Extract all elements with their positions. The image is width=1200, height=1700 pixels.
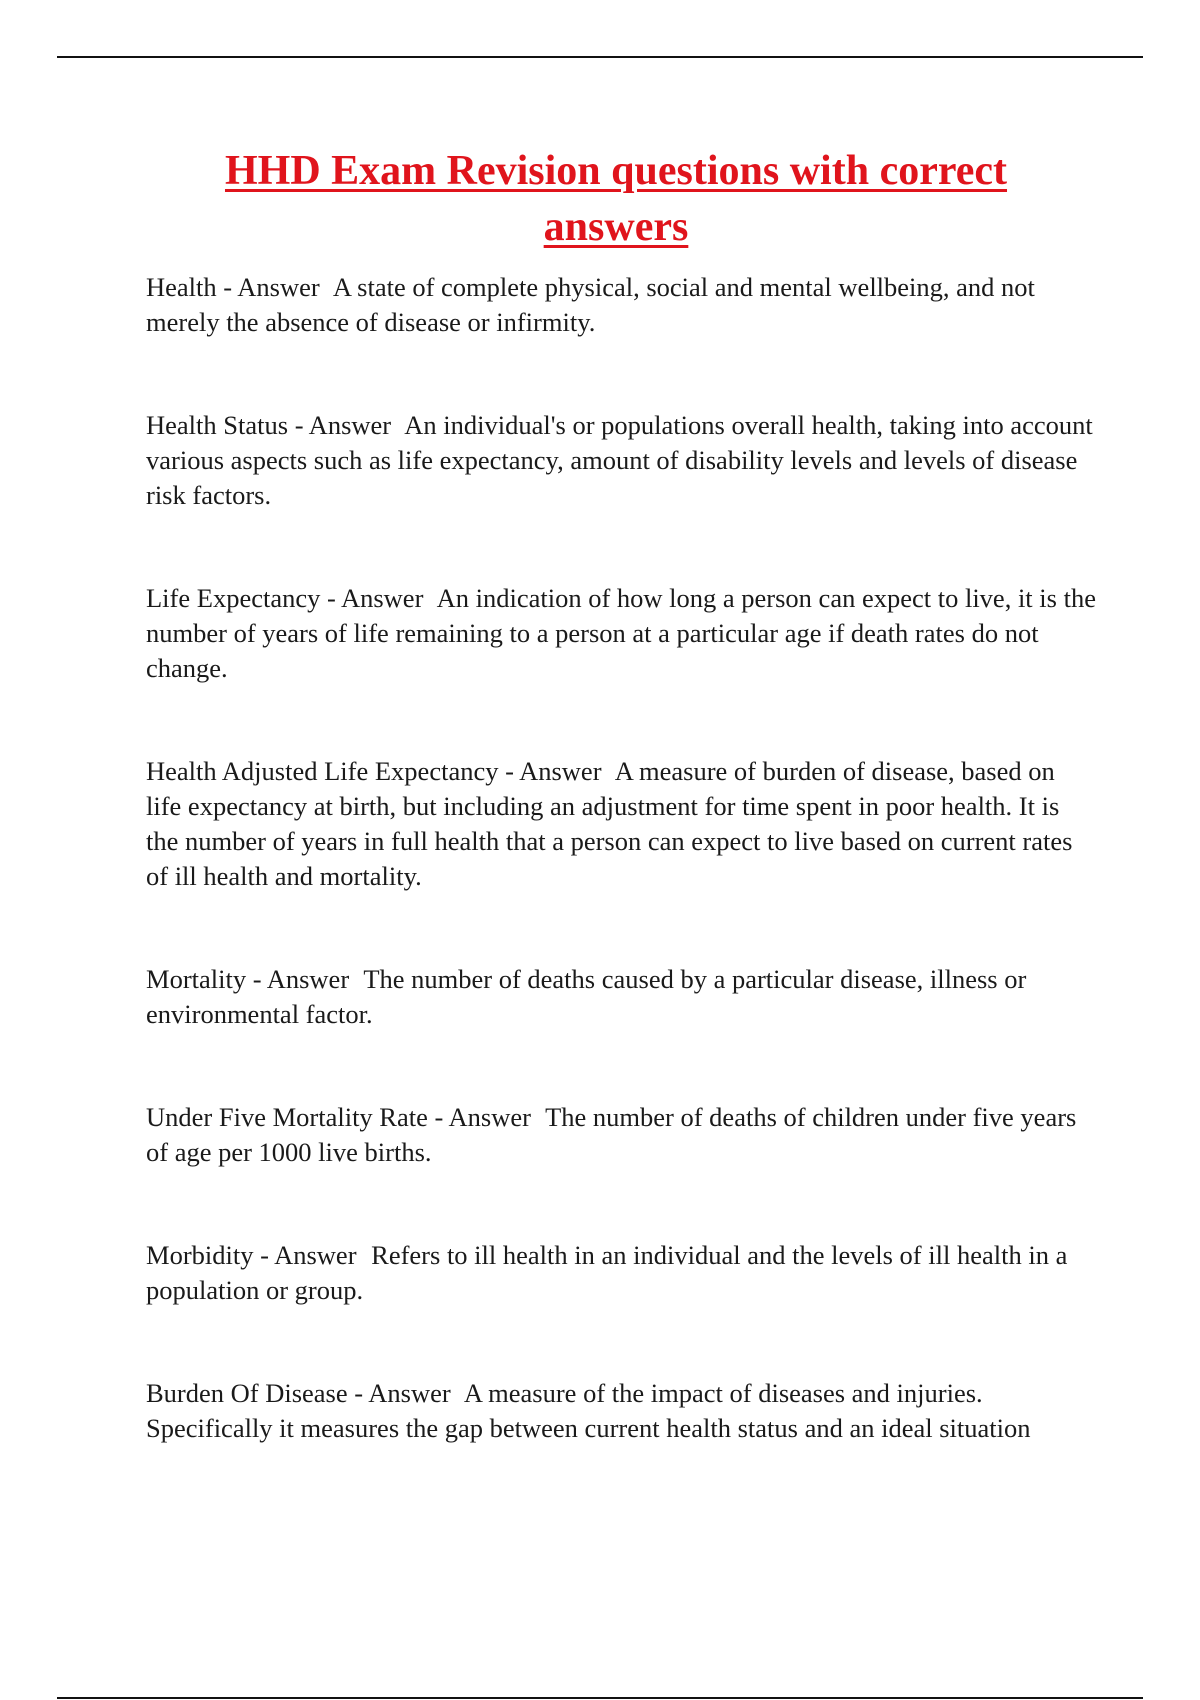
qa-item-hale (146, 754, 1096, 894)
qa-definition: An indication of how long a person can expect to live, it is the number of years of life remaining to a person at a particular age if death rates do not change. (146, 583, 1096, 683)
qa-definition: A measure of burden of disease, based on life expectancy at birth, but including an adjustment for time spent in poor health. It is the number of years in full health that a person can expect to live based on current rates of ill health and mortality. (146, 756, 1073, 891)
answer-separator: - Answer (326, 583, 424, 613)
qa-item-life-expectancy (146, 581, 1096, 686)
qa-definition: A state of complete physical, social and mental wellbeing, and not merely the absence of disease or infirmity. (146, 272, 1035, 337)
qa-item-health (146, 270, 1096, 340)
qa-definition: An individual's or populations overall health, taking into account various aspects such as life expectancy, amount of disability levels and levels of disease risk factors. (146, 410, 1093, 510)
qa-term: Health Adjusted Life Expectancy (146, 756, 499, 786)
answer-separator: - Answer (354, 1378, 451, 1408)
answer-separator: - Answer (260, 1240, 357, 1270)
top-divider (57, 56, 1143, 58)
qa-item-under-five-mortality (146, 1100, 1096, 1170)
qa-definition: The number of deaths caused by a particular disease, illness or environmental factor. (146, 964, 1027, 1029)
qa-term: Morbidity (146, 1240, 254, 1270)
answer-separator: - Answer (294, 410, 392, 440)
qa-definition: Refers to ill health in an individual and the levels of ill health in a population or group. (146, 1240, 1068, 1305)
answer-separator: - Answer (252, 964, 350, 994)
qa-item-health-status (146, 408, 1096, 513)
document-title: HHD Exam Revision questions with correct answers (224, 148, 1008, 250)
qa-term: Health (146, 272, 217, 302)
qa-term: Health Status (146, 410, 289, 440)
qa-item-mortality (146, 962, 1096, 1032)
answer-separator: - Answer (505, 756, 602, 786)
qa-item-burden-of-disease (146, 1376, 1096, 1446)
bottom-divider (57, 1697, 1143, 1699)
qa-list (146, 270, 1096, 1514)
qa-term: Burden Of Disease (146, 1378, 348, 1408)
answer-separator: - Answer (223, 272, 320, 302)
qa-definition: The number of deaths of children under five years of age per 1000 live births. (146, 1102, 1077, 1167)
qa-definition: A measure of the impact of diseases and injuries. Specifically it measures the gap between current health status and an ideal situation (146, 1378, 1031, 1443)
qa-term: Mortality (146, 964, 247, 994)
qa-term: Life Expectancy (146, 583, 321, 613)
answer-separator: - Answer (434, 1102, 531, 1132)
qa-item-morbidity (146, 1238, 1096, 1308)
qa-term: Under Five Mortality Rate (146, 1102, 428, 1132)
